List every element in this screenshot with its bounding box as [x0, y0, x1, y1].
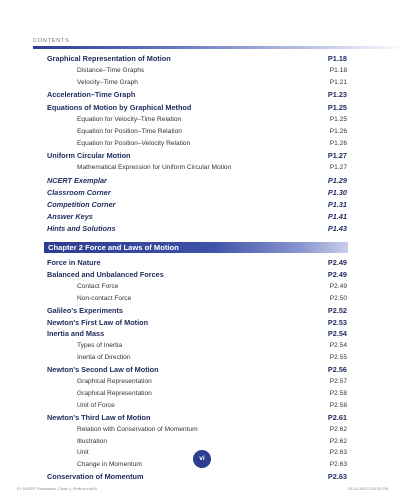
toc-entry-page: P2.49: [329, 282, 347, 290]
toc-entry-title: Newton's First Law of Motion: [47, 317, 149, 327]
toc-entry-page: P1.18: [327, 54, 347, 63]
toc-entry: [47, 151, 347, 161]
toc-entry-page: P2.62: [329, 425, 347, 433]
toc-entry-page: P2.63: [327, 472, 347, 482]
toc-entry-title: Change in Momentum: [77, 461, 142, 469]
toc-entry: [47, 341, 347, 351]
toc-entry: [47, 163, 347, 173]
toc-entry-page: P1.43: [327, 224, 347, 234]
toc-entry-title: Equation for Position–Time Relation: [77, 127, 182, 135]
chapter-title: Chapter 2 Force and Laws of Motion: [48, 243, 179, 252]
page-number-badge: vi: [193, 450, 211, 468]
toc-entry: [47, 270, 347, 280]
toc-entry-page: P2.58: [329, 401, 347, 409]
toc-entry: [47, 318, 347, 328]
toc-entry-title: Unit: [77, 449, 89, 457]
toc-entry-page: P2.58: [329, 389, 347, 397]
toc-entry-page: P1.31: [327, 199, 347, 209]
toc-entry-page: P1.29: [327, 175, 347, 185]
toc-entry: [47, 472, 347, 482]
toc-entry-page: P2.63: [329, 461, 347, 469]
toc-entry-title: Conservation of Momentum: [47, 472, 144, 482]
toc-entry-title: Hints and Solutions: [47, 224, 116, 234]
toc-entry-title: Galileo's Experiments: [47, 305, 123, 315]
toc-entry-page: P1.26: [329, 140, 347, 148]
toc-entry: [47, 425, 347, 435]
toc-entry: [47, 389, 347, 399]
header-label: CONTENTS: [33, 38, 70, 44]
toc-entry-title: Newton's Second Law of Motion: [47, 365, 159, 375]
toc-entry-page: P2.52: [327, 305, 347, 315]
toc-entry: [47, 188, 347, 198]
toc-entry-title: Equation for Position–Velocity Relation: [77, 140, 191, 148]
toc-entry-title: Non-contact Force: [77, 294, 132, 302]
toc-entry: [47, 78, 347, 88]
toc-entry-title: Competition Corner: [47, 199, 116, 209]
toc-entry-page: P1.30: [327, 187, 347, 197]
toc-entry: [47, 401, 347, 411]
toc-entry-page: P1.23: [327, 90, 347, 100]
toc-entry-page: P1.27: [327, 151, 347, 161]
toc-entry-page: P2.57: [329, 378, 347, 385]
toc-entry: [47, 413, 347, 423]
toc-entry-page: P1.18: [329, 67, 347, 75]
toc-entry: [47, 437, 347, 447]
toc-entry: [47, 377, 347, 387]
toc-entry: [47, 329, 347, 339]
toc-entry-page: P1.21: [329, 79, 347, 87]
toc-entry-title: Graphical Representation of Motion: [47, 54, 171, 63]
toc-entry-title: Answer Keys: [47, 211, 93, 221]
toc-entry-title: Graphical Representation: [77, 389, 152, 397]
toc-entry-title: Force in Nature: [47, 258, 101, 267]
toc-entry: [47, 353, 347, 363]
toc-entry-title: Equation for Velocity–Time Relation: [77, 115, 182, 123]
toc-entry-title: Equations of Motion by Graphical Method: [47, 102, 192, 112]
toc-entry: [47, 365, 347, 375]
toc-entry-title: Inertia of Direction: [77, 354, 131, 362]
toc-entry-title: Classroom Corner: [47, 187, 111, 197]
toc-entry-page: P1.26: [329, 127, 347, 135]
toc-entry: [47, 176, 347, 186]
toc-entry-title: Mathematical Expression for Uniform Circular Motion: [77, 164, 232, 172]
toc-entry-title: Illustration: [77, 437, 108, 445]
toc-entry-title: NCERT Exemplar: [47, 175, 107, 185]
toc-entry-page: P2.53: [327, 317, 347, 327]
toc-entry-page: P2.61: [327, 412, 347, 422]
toc-entry-title: Distance–Time Graphs: [77, 67, 145, 75]
toc-entry-title: Relation with Conservation of Momentum: [77, 425, 198, 433]
toc-entry-title: Acceleration–Time Graph: [47, 90, 136, 100]
toc-entry-title: Inertia and Mass: [47, 329, 105, 339]
toc-entry: [47, 54, 347, 64]
toc-entry-title: Contact Force: [77, 282, 119, 290]
toc-entry-page: P2.62: [329, 437, 347, 445]
toc-entry: [47, 139, 347, 149]
toc-entry: [47, 200, 347, 210]
toc-entry-page: P2.55: [329, 354, 347, 362]
footer-timestamp: 26-10-2020 3:53:32 PM: [348, 487, 388, 491]
toc-entry-page: P1.25: [327, 102, 347, 112]
toc-entry: [47, 90, 347, 100]
toc-entry: [47, 212, 347, 222]
toc-entry-page: P2.54: [329, 342, 347, 350]
toc-entry-title: Newton's Third Law of Motion: [47, 412, 151, 422]
toc-entry: [47, 294, 347, 304]
toc-entry-title: Unit of Force: [77, 401, 115, 409]
toc-entry: [47, 66, 347, 76]
toc-entry-page: P2.50: [329, 294, 347, 302]
toc-entry-page: P2.56: [327, 365, 347, 375]
toc-entry-title: Types of Inertia: [77, 342, 123, 350]
toc-entry-page: P1.41: [327, 211, 347, 221]
toc-entry-title: Velocity–Time Graph: [77, 79, 138, 87]
toc-entry-page: P1.27: [329, 164, 347, 172]
toc-entry-page: P2.63: [329, 449, 347, 457]
toc-entry-page: P2.49: [327, 269, 347, 279]
toc-entry: [47, 258, 347, 268]
toc-entry: [47, 306, 347, 316]
footer-file-info: P-I NCERT Foundation_Class 9_Prelims.indd 6: [17, 487, 97, 491]
toc-entry-title: Graphical Representation: [77, 378, 152, 385]
toc-entry-page: P2.49: [327, 258, 347, 267]
toc-entry-title: Balanced and Unbalanced Forces: [47, 269, 164, 279]
toc-entry-page: P1.25: [329, 115, 347, 123]
toc-entry: [47, 282, 347, 292]
toc-entry-title: Uniform Circular Motion: [47, 151, 131, 161]
toc-entry: [47, 115, 347, 125]
toc-entry: [47, 224, 347, 234]
toc-entry-page: P2.54: [327, 329, 347, 339]
chapter-banner: [44, 242, 348, 253]
toc-entry: [47, 103, 347, 113]
toc-entry: [47, 127, 347, 137]
header-bar: [33, 46, 406, 49]
